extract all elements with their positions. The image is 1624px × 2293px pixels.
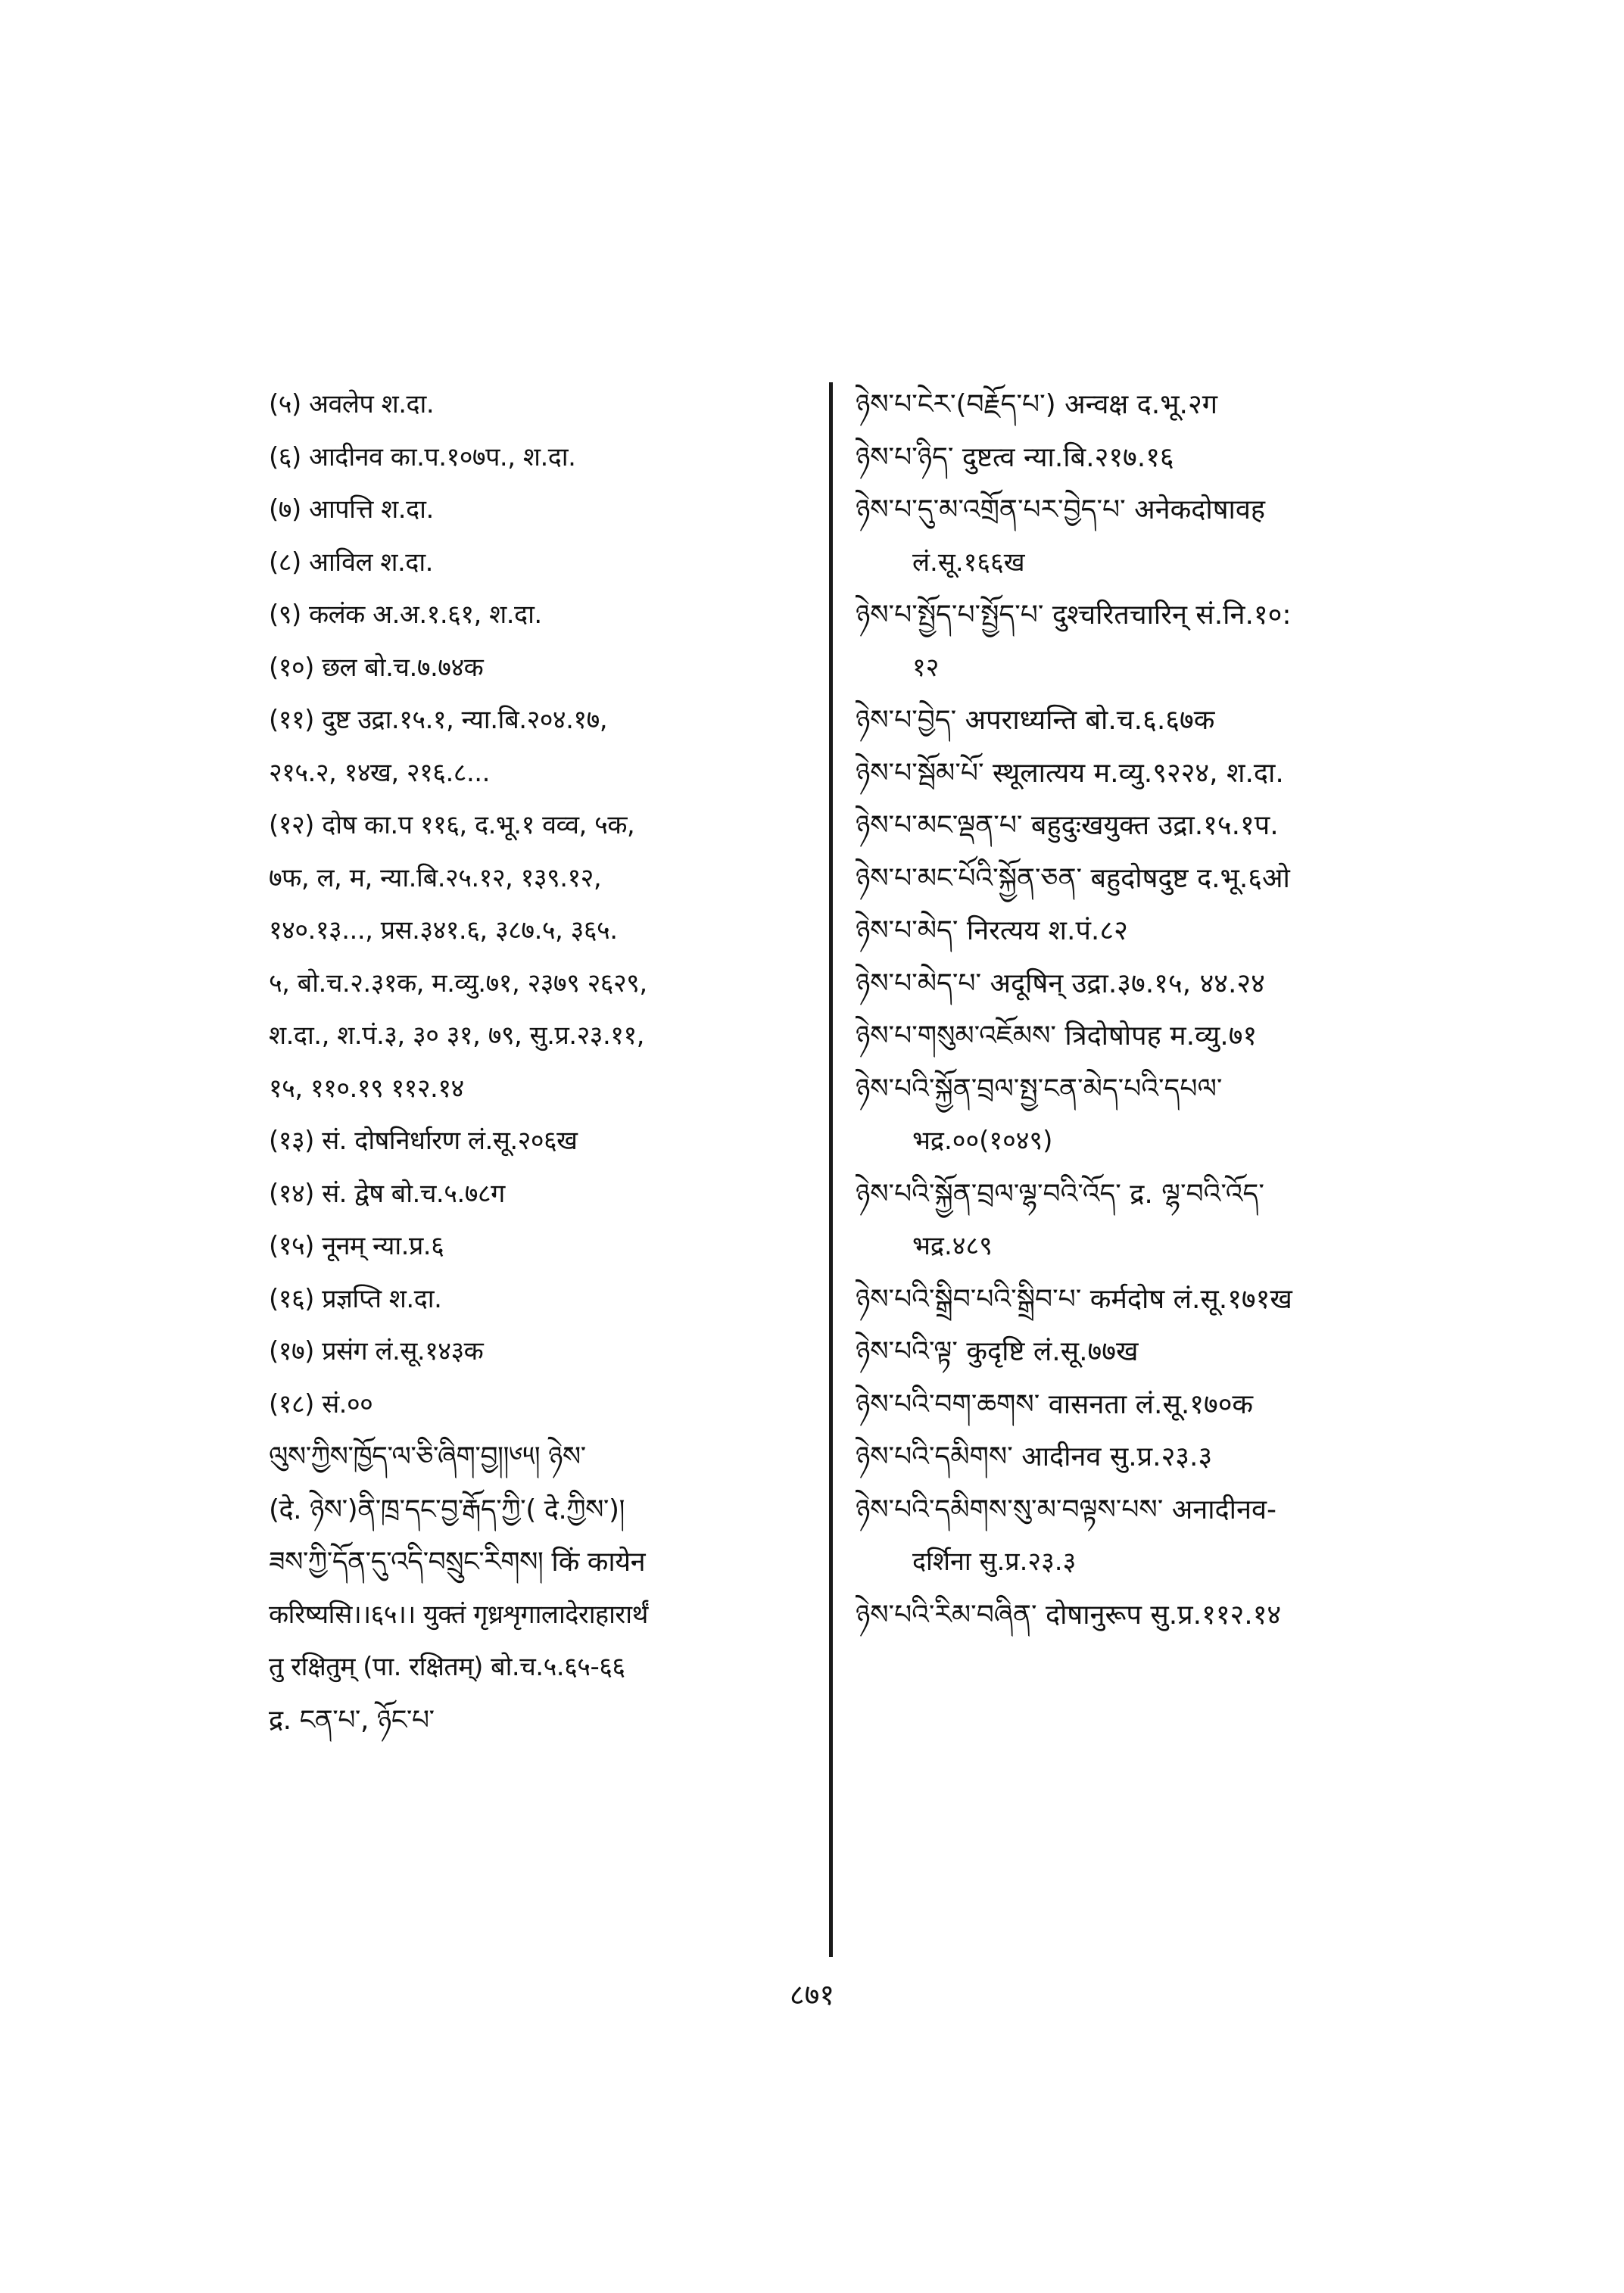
left-entry-line: ७फ, ल, म, न्या.बि.२५.१२, १३९.१२, xyxy=(269,862,602,893)
right-entry-line: ཉེས་པ་གསུམ་འཇོམས་ त्रिदोषोपह म.व्यु.७१ xyxy=(856,1020,1258,1051)
left-entry-line: ཟས་ཀྱི་དོན་དུ་འདི་བསྲུང་རིགས། किं कायेन xyxy=(269,1547,646,1578)
right-entry-line: ཉེས་པའི་སྒྲིབ་པའི་སྒྲིབ་པ་ कर्मदोष लं.सू.१७१ख xyxy=(856,1283,1292,1315)
left-entry-line: (११) दुष्ट उद्रा.१५.१, न्या.बि.२०४.१७, xyxy=(269,705,608,735)
left-entry-line: (१३) सं. दोषनिर्धारण लं.सू.२०६ख xyxy=(269,1126,578,1156)
right-entry-line: ཉེས་པ་སྤྱོད་པ་སྤྱོད་པ་ दुश्चरितचारिन् सं.नि.१०: xyxy=(856,600,1292,631)
left-entry-line: १५, ११०.१९ ११२.१४ xyxy=(269,1073,464,1104)
left-entry-line: (१४) सं. द्वेष बो.च.५.७८ग xyxy=(269,1178,505,1209)
right-entry-line: भद्र.००(१०४९) xyxy=(912,1126,1053,1156)
right-entry-line: दर्शिना सु.प्र.२३.३ xyxy=(912,1547,1077,1577)
left-entry-line: (९) कलंक अ.अ.१.६१, श.दा. xyxy=(269,600,542,630)
right-entry-line: ཉེས་པ་སྦོམ་པོ་ स्थूलात्यय म.व्यु.९२२४, श.दा. xyxy=(856,757,1284,789)
left-entry-line: द्र. ངན་པ་, ཉོང་པ་ xyxy=(269,1704,435,1736)
left-entry-line: (८) आविल श.दा. xyxy=(269,547,433,578)
left-entry-line: २१५.२, १४ख, २१६.८... xyxy=(269,757,490,788)
right-entry-line: लं.सू.१६६ख xyxy=(912,547,1025,578)
left-entry-line: श.दा., श.पं.३, ३० ३१, ७९, सु.प्र.२३.११, xyxy=(269,1020,644,1051)
right-entry-line: ཉེས་པའི་སྐྱོན་བྲལ་སྤྱ་ངན་མེད་པའི་དཔལ་ xyxy=(856,1073,1223,1104)
right-entry-line: ཉེས་པ་མང་པོའི་སྐྱོན་ཅན་ बहुदोषदुष्ट द.भू.६ओ xyxy=(856,862,1290,894)
left-entry-line: ५, बो.च.२.३१क, म.व्यु.७१, २३७९ २६२९, xyxy=(269,967,647,999)
left-entry-line: १४०.१३..., प्रस.३४१.६, ३८७.५, ३६५. xyxy=(269,915,618,946)
left-entry-line: तु रक्षितुम् (पा. रक्षितम्) बो.च.५.६५-६६ xyxy=(269,1652,625,1682)
right-entry-line: ཉེས་པའི་རིམ་བཞིན་ दोषानुरूप सु.प्र.११२.१४ xyxy=(856,1599,1282,1631)
right-entry-line: ཉེས་པ་དུ་མ་འགྲོན་པར་བྱེད་པ་ अनेकदोषावह xyxy=(856,494,1265,525)
left-entry-line: ལུས་ཀྱིས་ཁྱོད་ལ་ཅི་ཞིག་བྱ།།༦༥། ཉེས་ xyxy=(269,1441,586,1472)
left-entry-line: (७) आपत्ति श.दा. xyxy=(269,494,434,525)
left-entry-line: (१७) प्रसंग लं.सू.१४३क xyxy=(269,1336,484,1366)
right-entry-line: ཉེས་པ་ཉིད་ दुष्टत्व न्या.बि.२१७.१६ xyxy=(856,441,1174,473)
right-entry-line: ཉེས་པ་མེད་པ་ अदूषिन् उद्रा.३७.१५, ४४.२४ xyxy=(856,967,1265,999)
left-entry-line: (१५) नूनम् न्या.प्र.६ xyxy=(269,1231,444,1261)
column-divider xyxy=(829,382,833,1957)
left-entry-line: (६) आदीनव का.प.१०७प., श.दा. xyxy=(269,441,576,472)
right-column xyxy=(856,379,1461,1641)
left-entry-line: (१८) सं.०० xyxy=(269,1388,373,1419)
left-column xyxy=(269,379,814,1746)
left-entry-line: (१२) दोष का.प ११६, द.भू.१ वव्व, ५क, xyxy=(269,810,635,840)
right-entry-line: ཉེས་པའི་སྐྱོན་བྲལ་ལྷ་བའི་འོད་ द्र. ལྷ་བའི་འོད་ xyxy=(856,1178,1264,1210)
left-entry-line: (१६) प्रज्ञप्ति श.दा. xyxy=(269,1283,442,1314)
right-entry-line: ཉེས་པའི་དམིགས་ आदीनव सु.प्र.२३.३ xyxy=(856,1441,1213,1472)
page-number: ८७१ xyxy=(789,1978,835,2011)
right-entry-line: १२ xyxy=(912,652,940,683)
right-entry-line: ཉེས་པའི་དམིགས་སུ་མ་བལྟས་པས་ अनादीनव- xyxy=(856,1494,1276,1525)
right-entry-line: भद्र.४८९ xyxy=(912,1231,993,1261)
left-entry-line: (दे. ཉེས་)ནི་ཁྲ་དང་བྱ་རྒོད་ཀྱི་( दे.ཀྱིས་)། xyxy=(269,1494,625,1525)
right-entry-line: ཉེས་པ་མེད་ निरत्यय श.पं.८२ xyxy=(856,915,1128,946)
right-entry-line: ཉེས་པའི་བག་ཆགས་ वासनता लं.सू.१७०क xyxy=(856,1388,1254,1420)
right-entry-line: ཉེས་པ་བྱེད་ अपराध्यन्ति बो.च.६.६७क xyxy=(856,705,1215,736)
right-entry-line: ཉེས་པའི་ལྟ་ कुदृष्टि लं.सू.७७ख xyxy=(856,1336,1139,1367)
left-entry-line: (१०) छल बो.च.७.७४क xyxy=(269,652,484,683)
right-entry-line: ཉེས་པ་མང་ལྡན་པ་ बहुदुःखयुक्त उद्रा.१५.१प. xyxy=(856,810,1279,841)
right-entry-line: ཉེས་པ་ངེར་(བརྗོད་པ་) अन्वक्ष द.भू.२ग xyxy=(856,389,1217,420)
left-entry-line: करिष्यसि।।६५।। युक्तं गृध्रशृगालादेराहारार्थं xyxy=(269,1599,648,1630)
left-entry-line: (५) अवलेप श.दा. xyxy=(269,389,435,419)
